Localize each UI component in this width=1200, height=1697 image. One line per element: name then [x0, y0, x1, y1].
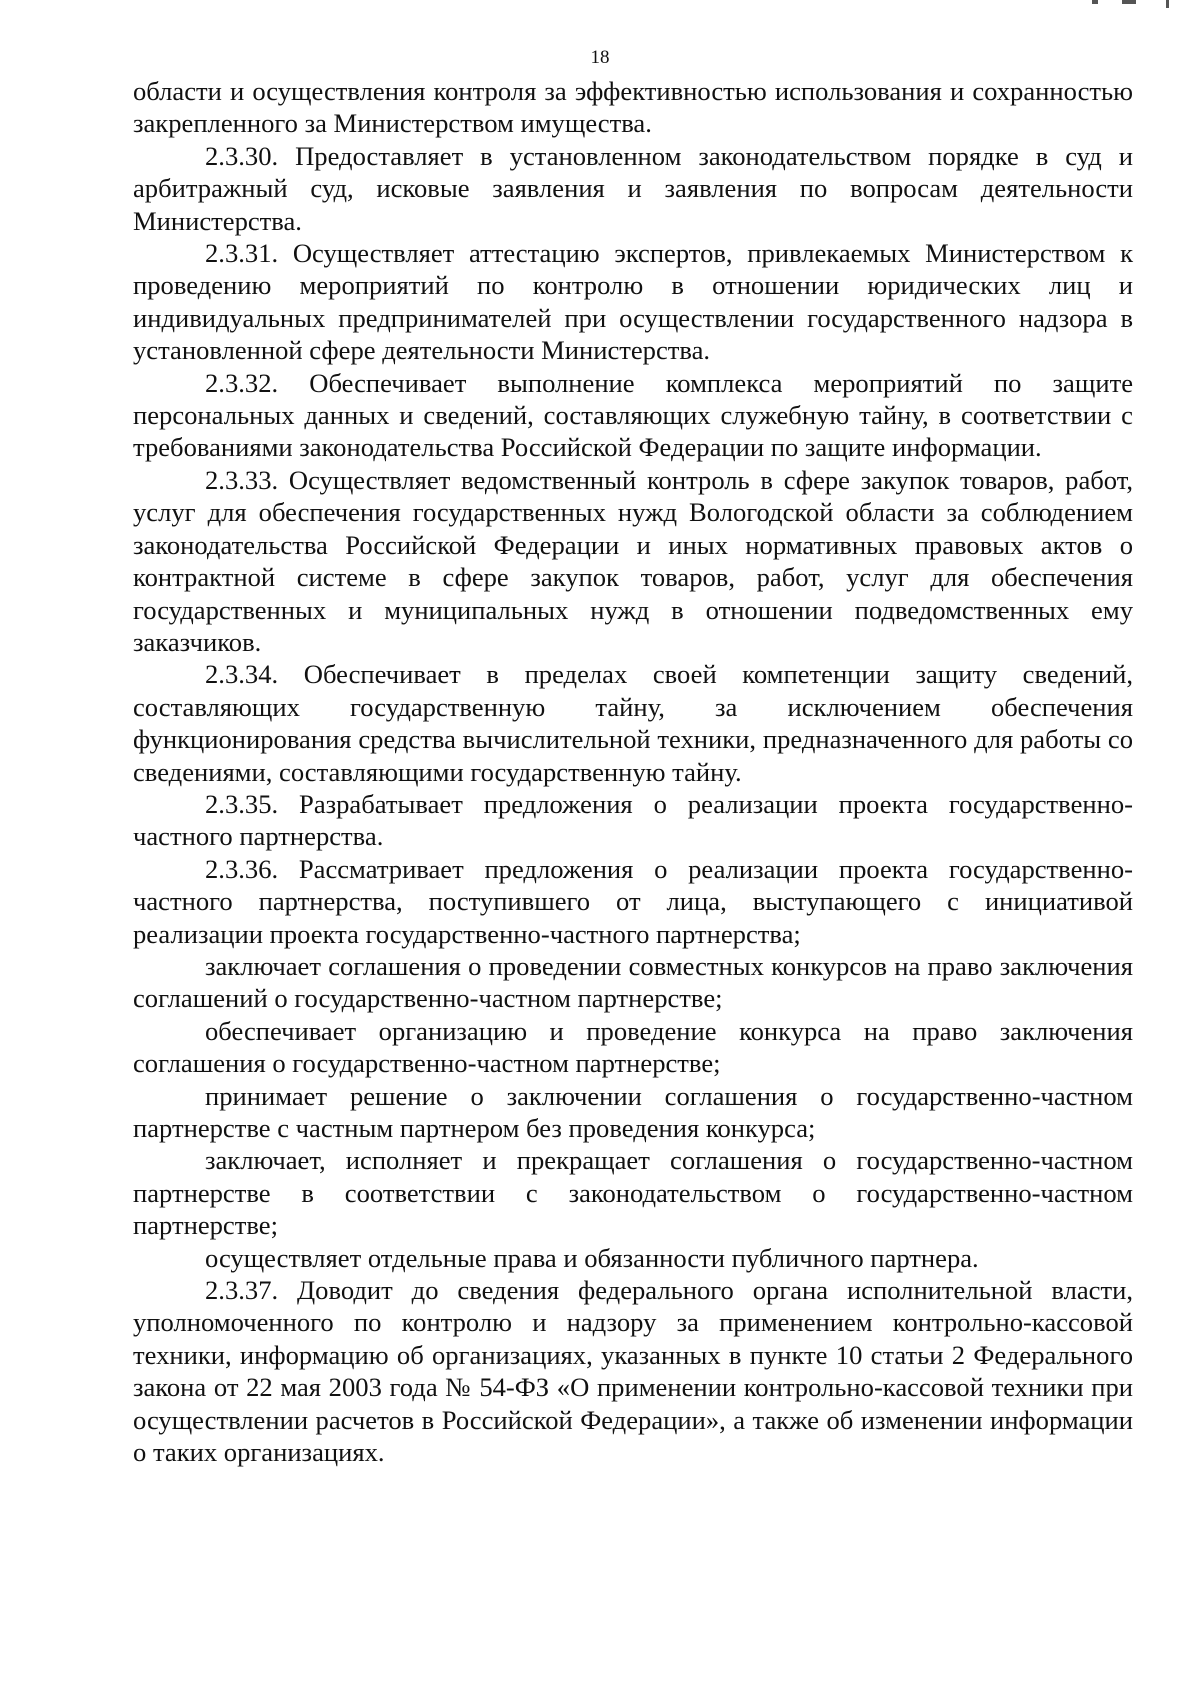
paragraph: обеспечивает организацию и проведение конкурса на право заключения соглашения о государственно-частном партнерстве;	[133, 1015, 1133, 1079]
paragraph: 2.3.33. Осуществляет ведомственный контроль в сфере закупок товаров, работ, услуг для обеспечения государственных нужд Вологодской области за соблюдением законодательства Российской Федерации и иных нормативных правовых актов о контрактной системе в сфере закупок товаров, работ, услуг для обеспечения государственных и муниципальных нужд в отношении подведомственных ему заказчиков.	[133, 464, 1133, 657]
paragraph: 2.3.37. Доводит до сведения федерального органа исполнительной власти, уполномоченного по контролю и надзору за применением контрольно-кассовой техники, информацию об организациях, указанных в пункте 10 статьи 2 Федерального закона от 22 мая 2003 года № 54-ФЗ «О применении контрольно-кассовой техники при осуществлении расчетов в Российской Федерации», а также об изменении информации о таких организациях.	[133, 1275, 1133, 1468]
paragraph: 2.3.31. Осуществляет аттестацию экспертов, привлекаемых Министерством к проведению мероприятий по контролю в отношении юридических лиц и индивидуальных предпринимателей при осуществлении государственного надзора в установленной сфере деятельности Министерства.	[133, 238, 1133, 366]
document-body	[133, 75, 1133, 1468]
paragraph: 2.3.34. Обеспечивает в пределах своей компетенции защиту сведений, составляющих государственную тайну, за исключением обеспечения функционирования средства вычислительной техники, предназначенного для работы со сведениями, составляющими государственную тайну.	[133, 659, 1133, 787]
paragraph: 2.3.35. Разрабатывает предложения о реализации проекта государственно-частного партнерства.	[133, 788, 1133, 852]
paragraph: заключает соглашения о проведении совместных конкурсов на право заключения соглашений о государственно-частном партнерстве;	[133, 950, 1133, 1014]
paragraph: 2.3.30. Предоставляет в установленном законодательством порядке в суд и арбитражный суд, исковые заявления и заявления по вопросам деятельности Министерства.	[133, 140, 1133, 236]
paragraph: 2.3.32. Обеспечивает выполнение комплекса мероприятий по защите персональных данных и сведений, составляющих служебную тайну, в соответствии с требованиями законодательства Российской Федерации по защите информации.	[133, 367, 1133, 463]
scan-artifact	[1082, 0, 1172, 8]
paragraph: принимает решение о заключении соглашения о государственно-частном партнерстве с частным партнером без проведения конкурса;	[133, 1080, 1133, 1143]
paragraph: области и осуществления контроля за эффективностью использования и сохранностью закрепленного за Министерством имущества.	[133, 76, 1133, 139]
paragraph: 2.3.36. Рассматривает предложения о реализации проекта государственно-частного партнерства, поступившего от лица, выступающего с инициативой реализации проекта государственно-частного партнерства;	[133, 853, 1133, 949]
page-number: 18	[590, 47, 610, 68]
paragraph: заключает, исполняет и прекращает соглашения о государственно-частном партнерстве в соответствии с законодательством о государственно-частном партнерстве;	[133, 1145, 1133, 1241]
paragraph: осуществляет отдельные права и обязанности публичного партнера.	[205, 1242, 979, 1273]
